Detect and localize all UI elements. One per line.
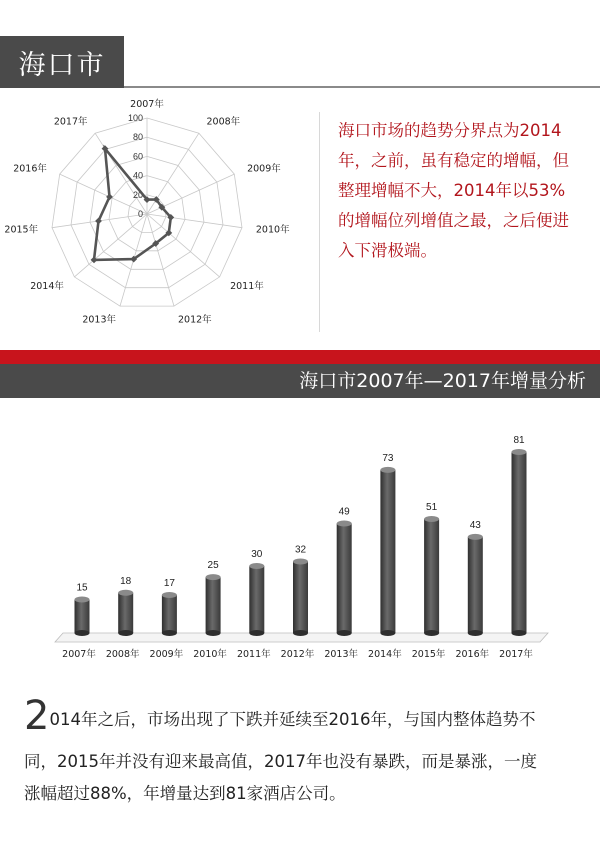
bar-category-label: 2012年 xyxy=(280,649,315,660)
bar-top xyxy=(162,592,177,598)
bar-body xyxy=(75,600,90,634)
bar-body xyxy=(249,566,264,633)
bar-base xyxy=(424,630,439,636)
bar-value-label: 49 xyxy=(338,506,350,518)
divider xyxy=(319,112,320,332)
bar-value-label: 25 xyxy=(207,560,219,572)
radar-tick-label: 0 xyxy=(137,209,143,219)
radar-category-label: 2009年 xyxy=(247,163,281,175)
bar-value-label: 15 xyxy=(76,582,88,594)
bar-base xyxy=(162,630,177,636)
radar-category-label: 2013年 xyxy=(82,314,116,326)
bar-body xyxy=(293,562,308,634)
bar-value-label: 18 xyxy=(120,575,132,587)
bar-body xyxy=(206,577,221,633)
bar xyxy=(468,534,483,636)
bar-value-label: 43 xyxy=(469,519,481,531)
bar-base xyxy=(468,630,483,636)
bar-base xyxy=(337,630,352,636)
bar-body xyxy=(380,470,395,633)
radar-tick-label: 100 xyxy=(127,113,143,123)
bar xyxy=(512,449,527,636)
bar-value-label: 81 xyxy=(513,435,525,446)
bar-top xyxy=(468,534,483,540)
bar-top xyxy=(293,559,308,565)
bar-base xyxy=(75,630,90,636)
bar-top xyxy=(337,521,352,527)
bar-top xyxy=(118,590,133,596)
bar xyxy=(380,467,395,636)
bar-top xyxy=(424,516,439,522)
bar-value-label: 17 xyxy=(163,578,175,589)
bar-category-label: 2014年 xyxy=(368,649,402,660)
bar-top xyxy=(206,574,221,580)
bar-value-label: 51 xyxy=(426,502,438,513)
bar-base xyxy=(293,630,308,636)
bar-category-label: 2011年 xyxy=(236,649,271,660)
bar-base xyxy=(249,630,264,636)
bar-chart xyxy=(0,420,600,680)
bar xyxy=(162,592,177,636)
radar-category-label: 2010年 xyxy=(255,224,290,236)
bar-base xyxy=(512,630,527,636)
radar-tick-label: 40 xyxy=(132,170,143,181)
analysis-line-2: 同，2015年并没有迎来最高值，2017年也没有暴跌，而是暴涨，一度 xyxy=(24,752,537,771)
bar-value-label: 73 xyxy=(382,452,394,464)
bar-body xyxy=(118,593,133,633)
analysis-line-1 xyxy=(24,693,590,739)
radar-tick-label: 60 xyxy=(132,151,143,162)
radar-grid xyxy=(52,118,242,306)
page-title: 海口市 xyxy=(0,36,124,88)
bar xyxy=(293,559,308,637)
bar-top xyxy=(249,563,264,569)
radar-series-line xyxy=(94,149,171,260)
bar xyxy=(337,521,352,637)
bar-category-label: 2010年 xyxy=(193,649,227,660)
radar-tick-label: 20 xyxy=(132,189,143,200)
bar-value-label: 32 xyxy=(294,544,307,556)
radar-category-label: 2012年 xyxy=(178,314,212,326)
bar-base xyxy=(118,630,133,636)
bar xyxy=(206,574,221,636)
analysis-line-3: 涨幅超过88%，年增量达到81家酒店公司。 xyxy=(24,784,346,803)
bar-base xyxy=(380,630,395,636)
bar-category-label: 2007年 xyxy=(62,649,96,660)
title-underline xyxy=(124,86,600,88)
radar-tick-label: 80 xyxy=(132,132,143,143)
bar xyxy=(424,516,439,636)
analysis-text xyxy=(24,693,590,810)
bar-body xyxy=(468,537,483,633)
bar-top xyxy=(75,597,90,603)
bar-category-label: 2008年 xyxy=(105,649,140,660)
bar-top xyxy=(512,449,527,455)
radar-category-label: 2011年 xyxy=(230,281,264,292)
drop-cap: 2 xyxy=(24,693,50,739)
radar-category-label: 2017年 xyxy=(53,116,88,128)
bar-body xyxy=(512,452,527,633)
radar-category-label: 2008年 xyxy=(206,116,241,128)
bar-category-label: 2017年 xyxy=(499,649,533,660)
bar-value-label: 30 xyxy=(251,549,263,560)
bar-top xyxy=(380,467,395,473)
bar-category-label: 2015年 xyxy=(411,649,446,660)
banner-accent xyxy=(0,350,600,364)
radar-spoke xyxy=(147,214,242,228)
section-banner xyxy=(0,364,600,398)
bar-body xyxy=(162,595,177,633)
bar xyxy=(75,597,90,637)
radar-category-label: 2007年 xyxy=(130,99,164,110)
bar-category-label: 2016年 xyxy=(455,649,490,660)
bar xyxy=(118,590,133,636)
bar-category-label: 2009年 xyxy=(149,649,184,660)
bar xyxy=(249,563,264,636)
radar-category-label: 2014年 xyxy=(30,281,64,292)
radar-category-label: 2015年 xyxy=(4,224,39,236)
bar-category-label: 2013年 xyxy=(324,649,359,660)
bar-body xyxy=(337,524,352,634)
analysis-line-1-text: 014年之后，市场出现了下跌并延续至2016年，与国内整体趋势不 xyxy=(49,710,536,729)
bar-body xyxy=(424,519,439,633)
section-title: 海口市2007年—2017年增量分析 xyxy=(299,370,586,392)
bar-base xyxy=(206,630,221,636)
summary-text: 海口市场的趋势分界点为2014年，之前，虽有稳定的增幅，但整理增幅不大，2014年以53%的增幅位列增值之最，之后便进入下滑极端。 xyxy=(338,121,569,260)
radar-category-label: 2016年 xyxy=(13,163,47,175)
radar-chart xyxy=(0,92,310,327)
